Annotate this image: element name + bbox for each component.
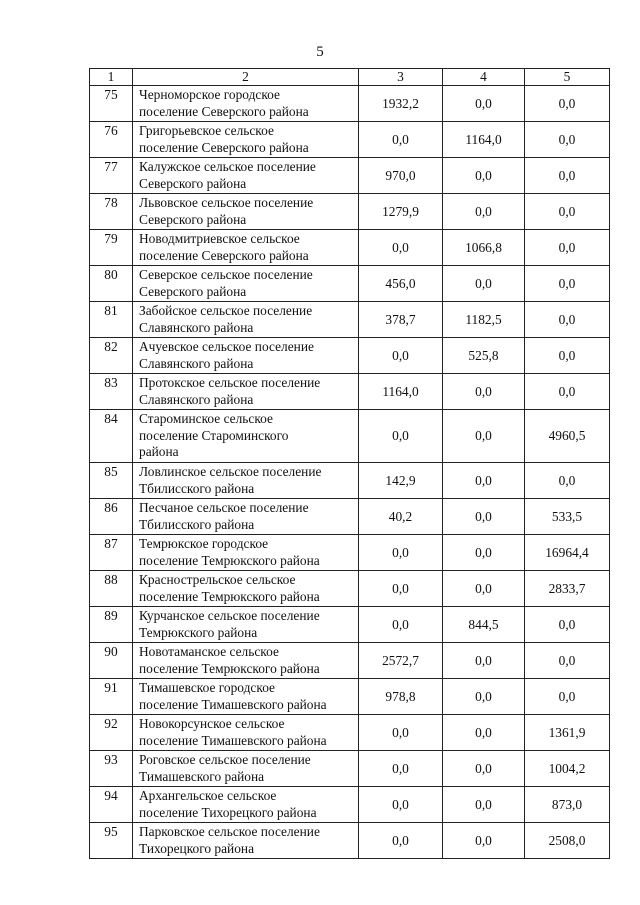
- settlement-name-cell: Протокское сельское поселение Славянского района: [133, 374, 359, 410]
- table-row: [90, 158, 610, 194]
- settlement-name-cell: Роговское сельское поселение Тимашевского района: [133, 751, 359, 787]
- settlement-name-cell: Парковское сельское поселение Тихорецкого района: [133, 823, 359, 859]
- table-row: [90, 266, 610, 302]
- settlement-name-cell: Тимашевское городское поселение Тимашевского района: [133, 679, 359, 715]
- table-row: [90, 86, 610, 122]
- row-number-cell: 75: [90, 86, 133, 122]
- column-4-value-cell: 0,0: [443, 643, 525, 679]
- column-4-value-cell: 0,0: [443, 751, 525, 787]
- column-4-value-cell: 0,0: [443, 823, 525, 859]
- table-row: [90, 607, 610, 643]
- column-4-value-cell: 0,0: [443, 571, 525, 607]
- column-4-value-cell: 1182,5: [443, 302, 525, 338]
- column-5-value-cell: 0,0: [525, 463, 610, 499]
- row-number-cell: 79: [90, 230, 133, 266]
- column-4-value-cell: 0,0: [443, 158, 525, 194]
- settlement-name-cell: Новодмитриевское сельское поселение Северского района: [133, 230, 359, 266]
- table-row: [90, 571, 610, 607]
- column-5-value-cell: 2508,0: [525, 823, 610, 859]
- column-3-value-cell: 0,0: [359, 607, 443, 643]
- table-row: [90, 463, 610, 499]
- table-row: [90, 679, 610, 715]
- column-3-value-cell: 0,0: [359, 571, 443, 607]
- table-row: [90, 194, 610, 230]
- column-3-value-cell: 970,0: [359, 158, 443, 194]
- column-3-value-cell: 0,0: [359, 823, 443, 859]
- column-4-value-cell: 1164,0: [443, 122, 525, 158]
- column-3-value-cell: 0,0: [359, 715, 443, 751]
- table-row: [90, 302, 610, 338]
- settlement-name-cell: Песчаное сельское поселение Тбилисского района: [133, 499, 359, 535]
- row-number-cell: 82: [90, 338, 133, 374]
- table-row: [90, 787, 610, 823]
- column-3-value-cell: 0,0: [359, 535, 443, 571]
- row-number-cell: 93: [90, 751, 133, 787]
- table-row: [90, 122, 610, 158]
- table-row: [90, 230, 610, 266]
- column-3-value-cell: 1279,9: [359, 194, 443, 230]
- row-number-cell: 84: [90, 410, 133, 463]
- table-row: [90, 535, 610, 571]
- column-5-value-cell: 0,0: [525, 607, 610, 643]
- column-5-value-cell: 533,5: [525, 499, 610, 535]
- row-number-cell: 77: [90, 158, 133, 194]
- column-5-value-cell: 0,0: [525, 643, 610, 679]
- column-3-value-cell: 0,0: [359, 338, 443, 374]
- column-5-value-cell: 16964,4: [525, 535, 610, 571]
- table-row: [90, 338, 610, 374]
- settlement-name-cell: Новокорсунское сельское поселение Тимашевского района: [133, 715, 359, 751]
- column-4-value-cell: 844,5: [443, 607, 525, 643]
- column-header: 3: [359, 69, 443, 86]
- column-4-value-cell: 0,0: [443, 787, 525, 823]
- column-4-value-cell: 0,0: [443, 194, 525, 230]
- column-5-value-cell: 1004,2: [525, 751, 610, 787]
- row-number-cell: 92: [90, 715, 133, 751]
- settlement-name-cell: Григорьевское сельское поселение Северского района: [133, 122, 359, 158]
- settlement-name-cell: Ачуевское сельское поселение Славянского района: [133, 338, 359, 374]
- column-3-value-cell: 142,9: [359, 463, 443, 499]
- row-number-cell: 86: [90, 499, 133, 535]
- row-number-cell: 78: [90, 194, 133, 230]
- column-4-value-cell: 525,8: [443, 338, 525, 374]
- column-4-value-cell: 0,0: [443, 86, 525, 122]
- settlement-name-cell: Львовское сельское поселение Северского района: [133, 194, 359, 230]
- column-3-value-cell: 456,0: [359, 266, 443, 302]
- settlement-name-cell: Курчанское сельское поселение Темрюкского района: [133, 607, 359, 643]
- column-3-value-cell: 0,0: [359, 751, 443, 787]
- column-3-value-cell: 0,0: [359, 230, 443, 266]
- column-3-value-cell: 978,8: [359, 679, 443, 715]
- column-5-value-cell: 0,0: [525, 338, 610, 374]
- column-3-value-cell: 1164,0: [359, 374, 443, 410]
- column-4-value-cell: 0,0: [443, 266, 525, 302]
- column-5-value-cell: 0,0: [525, 679, 610, 715]
- row-number-cell: 85: [90, 463, 133, 499]
- column-5-value-cell: 0,0: [525, 230, 610, 266]
- column-3-value-cell: 0,0: [359, 787, 443, 823]
- row-number-cell: 80: [90, 266, 133, 302]
- column-5-value-cell: 0,0: [525, 122, 610, 158]
- table-row: [90, 410, 610, 463]
- column-4-value-cell: 0,0: [443, 535, 525, 571]
- settlement-name-cell: Краснострельское сельское поселение Темрюкского района: [133, 571, 359, 607]
- column-5-value-cell: 0,0: [525, 302, 610, 338]
- row-number-cell: 91: [90, 679, 133, 715]
- settlement-name-cell: Темрюкское городское поселение Темрюкского района: [133, 535, 359, 571]
- table-row: [90, 374, 610, 410]
- table-row: [90, 823, 610, 859]
- row-number-cell: 94: [90, 787, 133, 823]
- column-header: 2: [133, 69, 359, 86]
- table-row: [90, 499, 610, 535]
- column-5-value-cell: 0,0: [525, 158, 610, 194]
- column-5-value-cell: 2833,7: [525, 571, 610, 607]
- column-4-value-cell: 0,0: [443, 463, 525, 499]
- column-header: 4: [443, 69, 525, 86]
- column-header: 5: [525, 69, 610, 86]
- allocation-table: [89, 68, 610, 859]
- column-5-value-cell: 0,0: [525, 374, 610, 410]
- table-row: [90, 715, 610, 751]
- settlement-name-cell: Староминское сельское поселение Староминского района: [133, 410, 359, 463]
- settlement-name-cell: Архангельское сельское поселение Тихорецкого района: [133, 787, 359, 823]
- row-number-cell: 95: [90, 823, 133, 859]
- column-4-value-cell: 0,0: [443, 679, 525, 715]
- column-5-value-cell: 0,0: [525, 194, 610, 230]
- column-header: 1: [90, 69, 133, 86]
- column-5-value-cell: 1361,9: [525, 715, 610, 751]
- column-3-value-cell: 0,0: [359, 122, 443, 158]
- column-5-value-cell: 873,0: [525, 787, 610, 823]
- column-3-value-cell: 2572,7: [359, 643, 443, 679]
- settlement-name-cell: Черноморское городское поселение Северского района: [133, 86, 359, 122]
- column-5-value-cell: 4960,5: [525, 410, 610, 463]
- row-number-cell: 90: [90, 643, 133, 679]
- row-number-cell: 83: [90, 374, 133, 410]
- column-5-value-cell: 0,0: [525, 266, 610, 302]
- column-3-value-cell: 1932,2: [359, 86, 443, 122]
- column-3-value-cell: 378,7: [359, 302, 443, 338]
- page-number: 5: [316, 44, 324, 60]
- column-4-value-cell: 0,0: [443, 499, 525, 535]
- column-4-value-cell: 0,0: [443, 410, 525, 463]
- row-number-cell: 88: [90, 571, 133, 607]
- table-row: [90, 643, 610, 679]
- table-header-row: [90, 69, 610, 86]
- column-3-value-cell: 40,2: [359, 499, 443, 535]
- row-number-cell: 89: [90, 607, 133, 643]
- column-4-value-cell: 0,0: [443, 374, 525, 410]
- settlement-name-cell: Северское сельское поселение Северского района: [133, 266, 359, 302]
- settlement-name-cell: Ловлинское сельское поселение Тбилисского района: [133, 463, 359, 499]
- column-4-value-cell: 1066,8: [443, 230, 525, 266]
- column-3-value-cell: 0,0: [359, 410, 443, 463]
- row-number-cell: 87: [90, 535, 133, 571]
- table-row: [90, 751, 610, 787]
- settlement-name-cell: Новотаманское сельское поселение Темрюкского района: [133, 643, 359, 679]
- row-number-cell: 76: [90, 122, 133, 158]
- settlement-name-cell: Калужское сельское поселение Северского района: [133, 158, 359, 194]
- column-5-value-cell: 0,0: [525, 86, 610, 122]
- column-4-value-cell: 0,0: [443, 715, 525, 751]
- settlement-name-cell: Забойское сельское поселение Славянского района: [133, 302, 359, 338]
- row-number-cell: 81: [90, 302, 133, 338]
